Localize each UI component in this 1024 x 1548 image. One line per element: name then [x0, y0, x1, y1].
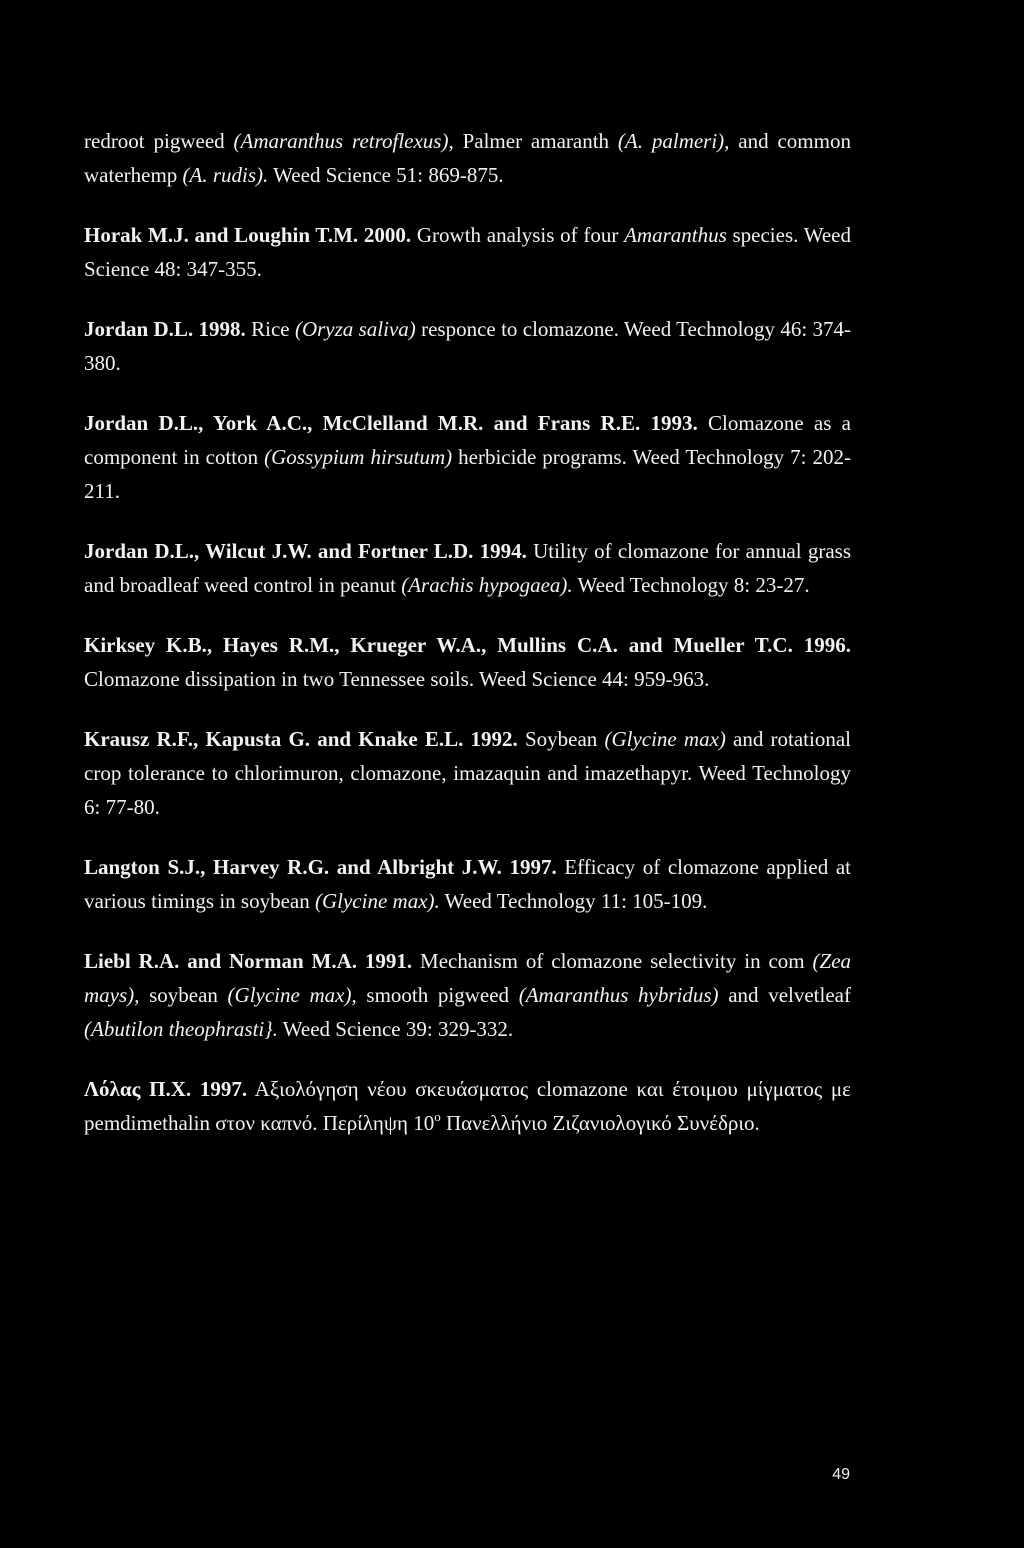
reference-text: redroot pigweed	[84, 129, 234, 153]
reference-krausz	[84, 722, 851, 824]
reference-authors-year: Jordan D.L., York A.C., McClelland M.R. and Frans R.E. 1993.	[84, 411, 698, 435]
scientific-name: (Arachis hypogaea).	[401, 573, 573, 597]
reference-text: Weed Technology 11: 105-109.	[439, 889, 708, 913]
page-number: 49	[832, 1466, 850, 1483]
reference-authors-year: Liebl R.A. and Norman M.A. 1991.	[84, 949, 413, 973]
reference-text: smooth pigweed	[356, 983, 519, 1007]
scientific-name: (Oryza saliva)	[294, 317, 416, 341]
reference-spacer	[84, 286, 851, 312]
reference-spacer	[84, 380, 851, 406]
scientific-name: Amaranthus	[624, 223, 727, 247]
reference-jordan-1998	[84, 312, 851, 380]
scientific-name: (Gossypium hirsutum)	[264, 445, 453, 469]
reference-text: Soybean	[517, 727, 605, 751]
scientific-name: (Glycine max),	[227, 983, 357, 1007]
reference-lolas	[84, 1072, 851, 1140]
reference-text: soybean	[139, 983, 228, 1007]
reference-spacer	[84, 602, 851, 628]
reference-jordan-1993	[84, 406, 851, 508]
scientific-name: (A. rudis).	[182, 163, 269, 187]
reference-authors-year: Jordan D.L. 1998.	[84, 317, 246, 341]
scientific-name: (Zea mays),	[84, 949, 852, 1007]
reference-text: Αξιολόγηση νέου σκευάσματος clomazone και έτοιμου μίγματος με pemdimethalin στον καπνό. Περίληψη 10	[84, 1077, 852, 1135]
reference-jordan-1994	[84, 534, 851, 602]
scientific-name: (Amaranthus retroflexus),	[233, 129, 454, 153]
reference-text: Rice	[245, 317, 295, 341]
reference-list	[84, 124, 851, 1140]
reference-text: Mechanism of clomazone selectivity in com	[412, 949, 813, 973]
reference-spacer	[84, 918, 851, 944]
reference-horak	[84, 218, 851, 286]
reference-kirksey	[84, 628, 851, 696]
reference-authors-year: Krausz R.F., Kapusta G. and Knake E.L. 1992.	[84, 727, 518, 751]
reference-text: and common waterhemp	[84, 129, 851, 187]
scientific-name: (Glycine max).	[314, 889, 440, 913]
reference-text: Weed Technology 8: 23-27.	[572, 573, 810, 597]
reference-spacer	[84, 824, 851, 850]
scientific-name: (Abutilon theophrasti}.	[84, 1017, 278, 1041]
reference-spacer	[84, 192, 851, 218]
reference-text: Weed Science 51: 869-875.	[268, 163, 504, 187]
reference-text: responce to clomazone. Weed Technology 46: 374-380.	[84, 317, 852, 375]
superscript: ο	[434, 1109, 441, 1124]
reference-continued	[84, 124, 851, 192]
reference-spacer	[84, 696, 851, 722]
reference-text: Utility of clomazone for annual grass and broadleaf weed control in peanut	[84, 539, 851, 597]
reference-authors-year: Horak M.J. and Loughin T.M. 2000.	[84, 223, 412, 247]
reference-text: Efficacy of clomazone applied at various timings in soybean	[84, 855, 851, 913]
reference-authors-year: Λόλας Π.Χ. 1997.	[84, 1077, 248, 1101]
reference-authors-year: Kirksey K.B., Hayes R.M., Krueger W.A., Mullins C.A. and Mueller T.C. 1996.	[84, 633, 851, 657]
reference-text: Clomazone as a component in cotton	[84, 411, 852, 469]
scientific-name: (Amaranthus hybridus)	[518, 983, 719, 1007]
reference-liebl	[84, 944, 851, 1046]
reference-text: Palmer amaranth	[453, 129, 618, 153]
reference-text: and rotational crop tolerance to chlorimuron, clomazone, imazaquin and imazethapyr. Weed Technology 6: 77-80.	[84, 727, 851, 819]
reference-text: Πανελλήνιο Ζιζανιολογικό Συνέδριο.	[440, 1111, 760, 1135]
reference-spacer	[84, 1046, 851, 1072]
scientific-name: (Glycine max)	[604, 727, 726, 751]
reference-langton	[84, 850, 851, 918]
reference-authors-year: Jordan D.L., Wilcut J.W. and Fortner L.D. 1994.	[84, 539, 527, 563]
reference-text: and velvetleaf	[718, 983, 851, 1007]
scientific-name: (A. palmeri),	[617, 129, 730, 153]
reference-text: herbicide programs. Weed Technology 7: 202-211.	[84, 445, 851, 503]
reference-text: Weed Science 39: 329-332.	[277, 1017, 514, 1041]
reference-spacer	[84, 508, 851, 534]
reference-text: Clomazone dissipation in two Tennessee soils. Weed Science 44: 959-963.	[84, 667, 710, 691]
reference-authors-year: Langton S.J., Harvey R.G. and Albright J.W. 1997.	[84, 855, 557, 879]
reference-text: species. Weed Science 48: 347-355.	[84, 223, 852, 281]
reference-text: Growth analysis of four	[411, 223, 625, 247]
